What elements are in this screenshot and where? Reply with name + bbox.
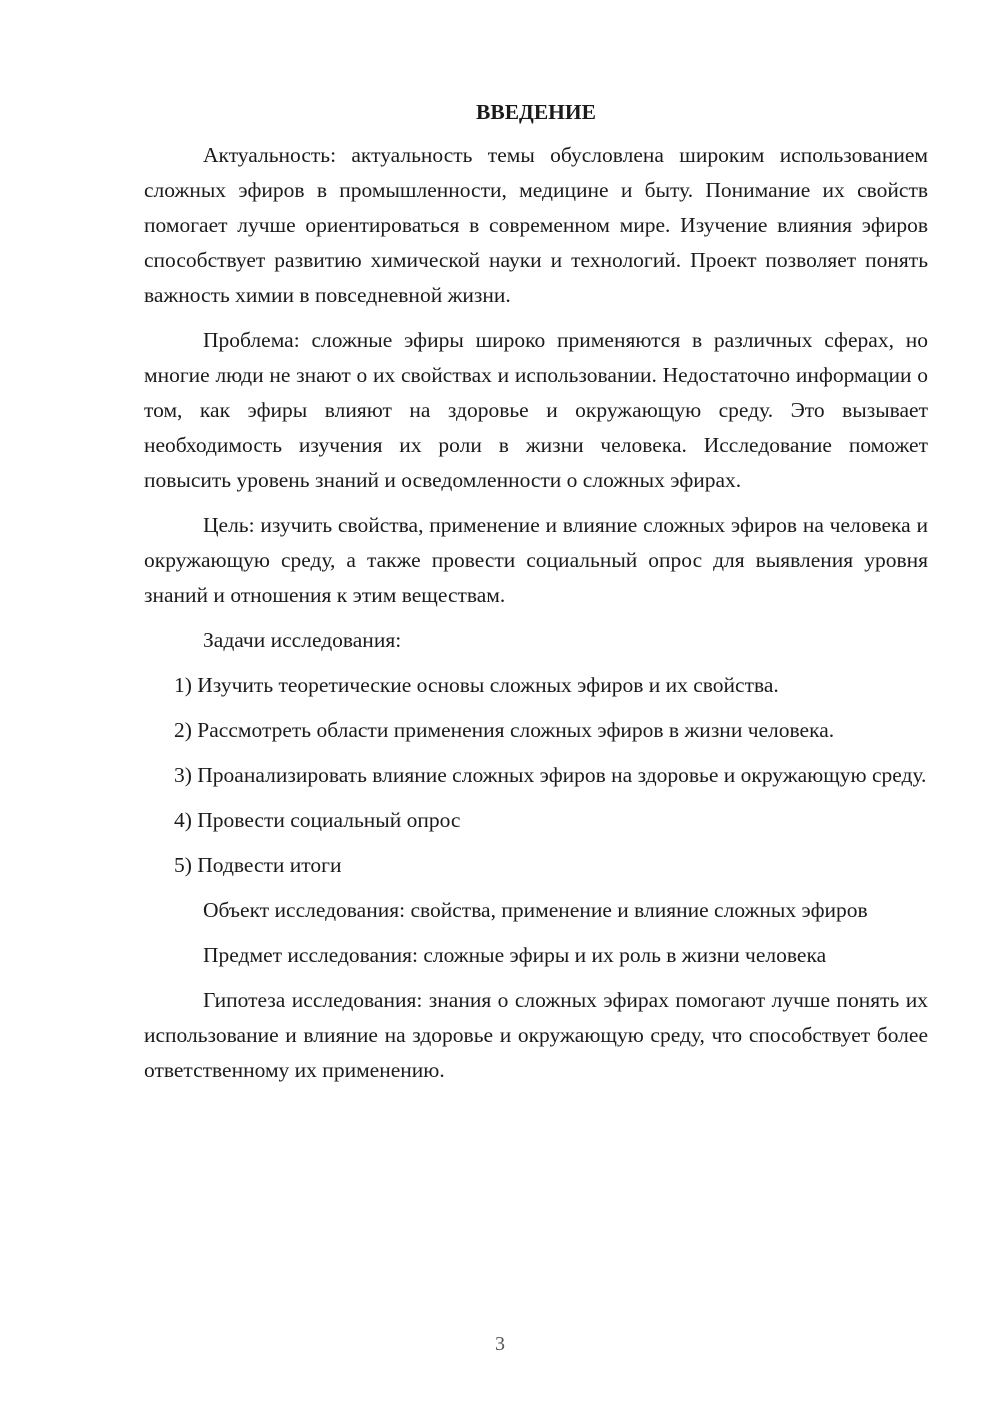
task-item: 1) Изучить теоретические основы сложных эфиров и их свойства.: [174, 673, 779, 697]
page-number: 3: [495, 1333, 505, 1355]
subject-paragraph: Предмет исследования: сложные эфиры и их роль в жизни человека: [203, 943, 827, 967]
task-item: 3) Проанализировать влияние сложных эфиров на здоровье и окружающую среду.: [174, 763, 927, 787]
tasks-heading: Задачи исследования:: [203, 628, 402, 652]
hypothesis-paragraph: Гипотеза исследования: знания о сложных эфирах помогают лучше понять их использование и влияние на здоровье и окружающую среду, что способствует более ответственному их применению.: [144, 988, 928, 1082]
problem-paragraph: Проблема: сложные эфиры широко применяются в различных сферах, но многие люди не знают о их свойствах и использовании. Недостаточно информации о том, как эфиры влияют на здоровье и окружающую среду. Это вызывает необходимость изучения их роли в жизни человека. Исследование поможет повысить уровень знаний и осведомленности о сложных эфирах.: [144, 328, 928, 492]
document-page: [144, 96, 928, 1098]
task-item: 5) Подвести итоги: [174, 853, 342, 877]
relevance-paragraph: Актуальность: актуальность темы обусловлена широким использованием сложных эфиров в промышленности, медицине и быту. Понимание их свойств помогает лучше ориентироваться в современном мире. Изучение влияния эфиров способствует развитию химической науки и технологий. Проект позволяет понять важность химии в повседневной жизни.: [144, 143, 928, 307]
section-title: ВВЕДЕНИЕ: [476, 100, 596, 124]
task-item: 4) Провести социальный опрос: [174, 808, 461, 832]
goal-paragraph: Цель: изучить свойства, применение и влияние сложных эфиров на человека и окружающую среду, а также провести социальный опрос для выявления уровня знаний и отношения к этим веществам.: [144, 513, 928, 607]
object-paragraph: Объект исследования: свойства, применение и влияние сложных эфиров: [203, 898, 868, 922]
task-item: 2) Рассмотреть области применения сложных эфиров в жизни человека.: [174, 718, 835, 742]
